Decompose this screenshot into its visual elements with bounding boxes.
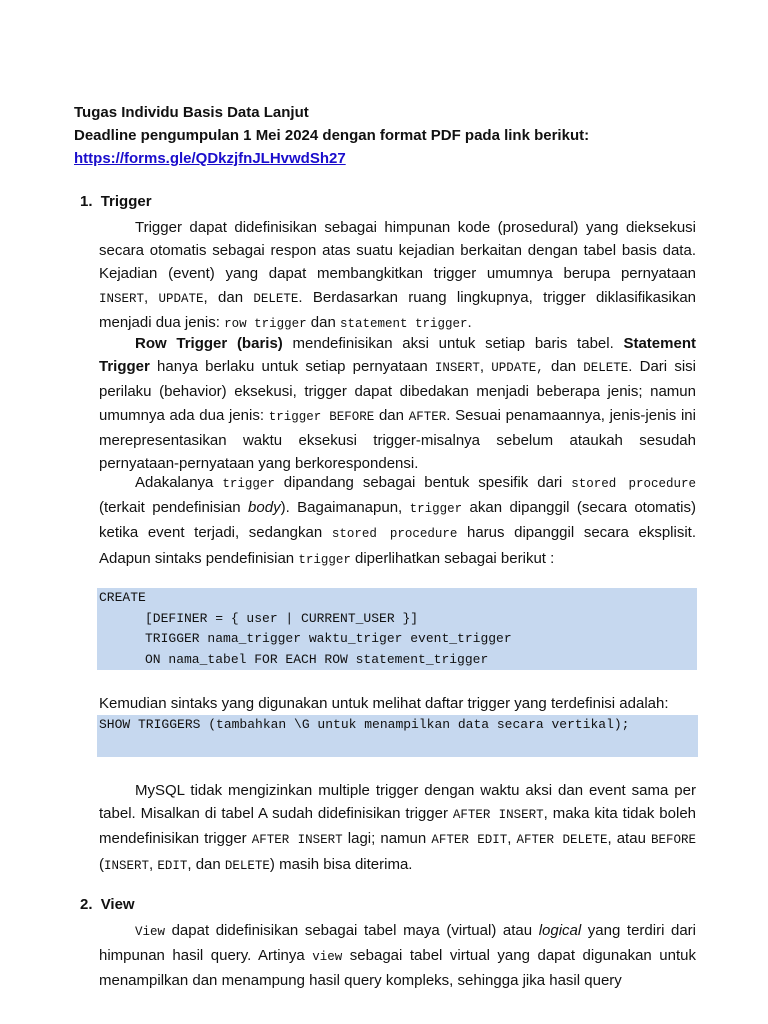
text: sebagai tabel virtual yang dapat digunakan untuk menampilkan dan menampung hasil query kompleks, sehingga jika hasil query — [99, 947, 696, 990]
text: dan — [306, 313, 340, 331]
section-number: 2. — [80, 896, 93, 913]
code-edit: EDIT — [157, 858, 188, 873]
code-view: view — [312, 950, 343, 965]
submission-link[interactable]: https://forms.gle/QDkzjfnJLHvwdSh27 — [74, 150, 346, 167]
text: Adakalanya — [135, 474, 223, 491]
code-line: TRIGGER nama_trigger waktu_triger event_trigger — [145, 631, 512, 646]
text: (terkait pendefinisian — [99, 499, 249, 517]
code-insert: INSERT — [99, 291, 145, 306]
code-trigger: trigger — [409, 502, 463, 517]
text: , — [144, 288, 159, 306]
code-delete: DELETE — [253, 291, 299, 306]
code-after-insert: AFTER INSERT — [452, 808, 544, 823]
code-after-insert: AFTER INSERT — [251, 833, 343, 848]
paragraph-trigger-definition — [99, 216, 696, 336]
show-triggers-code-block: SHOW TRIGGERS (tambahkan \G untuk menampilkan data secara vertikal); — [97, 715, 698, 757]
code-after-delete: AFTER DELETE — [516, 833, 608, 848]
section-title: View — [100, 896, 135, 913]
section-heading-trigger — [80, 193, 152, 210]
document-title: Tugas Individu Basis Data Lanjut — [74, 104, 309, 121]
paragraph-row-statement-trigger — [99, 332, 696, 475]
text: ( — [99, 855, 104, 873]
text: . — [467, 313, 472, 331]
text: , maka kita tidak boleh mendefinisikan trigger — [99, 805, 696, 848]
text: , atau — [607, 830, 651, 848]
text: dapat didefinisikan sebagai tabel maya (virtual) atau — [165, 922, 539, 939]
code-line: [DEFINER = { user | CURRENT_USER }] — [145, 610, 419, 626]
code-line: ON nama_tabel FOR EACH ROW statement_trigger — [145, 651, 489, 667]
code-before: BEFORE — [651, 833, 697, 848]
code-trigger: trigger — [298, 552, 351, 567]
text: . Berdasarkan ruang lingkupnya, trigger diklasifikasikan menjadi dua jenis: — [99, 288, 697, 331]
code-line: CREATE — [99, 590, 146, 605]
create-trigger-code-block — [97, 588, 697, 670]
bold-term: Row Trigger (baris) — [135, 335, 283, 352]
text: MySQL tidak mengizinkan multiple trigger dengan waktu aksi dan event sama per tabel. Misalkan di tabel A sudah didefinisikan trigger — [99, 782, 696, 823]
code-stored-procedure: stored procedure — [571, 477, 696, 491]
text: hanya berlaku untuk setiap pernyataan — [149, 358, 435, 376]
code-trigger-before: trigger BEFORE — [268, 409, 375, 424]
code-stored-procedure: stored procedure — [331, 527, 458, 542]
text: , dan — [187, 855, 225, 873]
italic-term: logical — [538, 922, 582, 939]
text: ). Bagaimanapun, — [280, 499, 410, 517]
code-update: UPDATE, — [491, 361, 544, 376]
text: , — [149, 855, 158, 873]
code-delete: DELETE — [583, 361, 629, 376]
paragraph-show-triggers-intro: Kemudian sintaks yang digunakan untuk melihat daftar trigger yang terdefinisi adalah: — [99, 695, 669, 712]
code-statement-trigger: statement trigger — [339, 316, 468, 331]
paragraph-view-definition — [99, 919, 696, 993]
text: lagi; namun — [342, 830, 432, 848]
text: . Dari sisi perilaku (behavior) eksekusi, trigger dapat dibedakan menjadi beberapa jenis; namun umumnya ada dua jenis: — [99, 358, 696, 424]
text: , dan — [203, 288, 254, 306]
text: yang terdiri dari himpunan hasil query. Artinya — [99, 922, 696, 965]
code-insert: INSERT — [434, 361, 480, 376]
code-trigger: trigger — [222, 477, 275, 491]
text: . Sesuai penamaannya, jenis-jenis ini merepresentasikan waktu eksekusi trigger-misalnya sebelum ataukah sesudah pernyataan-pernyataan yang berkorespondensi. — [99, 406, 696, 473]
code-update: UPDATE — [158, 291, 204, 306]
deadline-text: Deadline pengumpulan 1 Mei 2024 dengan format PDF pada link berikut: — [74, 127, 590, 144]
text: Trigger dapat didefinisikan sebagai himpunan kode (prosedural) yang dieksekusi secara otomatis sebagai respon atas suatu kejadian berkaitan dengan tabel basis data. Kejadian (event) yang dapat membangkitkan trigger umumnya berupa pernyataan — [99, 219, 696, 283]
section-heading-view — [80, 896, 135, 913]
italic-term: body — [248, 499, 281, 517]
code-insert: INSERT — [104, 858, 150, 873]
text: dan — [543, 358, 584, 376]
text: ) masih bisa diterima. — [269, 855, 413, 873]
text: akan dipanggil (secara otomatis) ketika event terjadi, sedangkan — [99, 499, 697, 542]
bold-term: Statement Trigger — [99, 335, 696, 376]
text: , — [507, 830, 517, 848]
text: dipandang sebagai bentuk spesifik dari — [274, 474, 572, 491]
text: mendefinisikan aksi untuk setiap baris tabel. — [282, 335, 624, 352]
code-delete: DELETE — [224, 858, 270, 873]
text: dan — [374, 406, 409, 424]
paragraph-stored-procedure — [99, 471, 696, 572]
code-row-trigger: row trigger — [224, 316, 307, 331]
code-after-edit: AFTER EDIT — [431, 833, 508, 848]
section-title: Trigger — [100, 193, 152, 210]
text: , — [479, 358, 492, 376]
code-view: View — [135, 925, 166, 939]
code-after: AFTER — [408, 409, 447, 424]
text: harus dipanggil secara eksplisit. Adapun sintaks pendefinisian — [99, 524, 696, 567]
paragraph-multiple-trigger — [99, 779, 696, 878]
text: diperlihatkan sebagai berikut : — [350, 549, 555, 567]
section-number: 1. — [80, 193, 93, 210]
